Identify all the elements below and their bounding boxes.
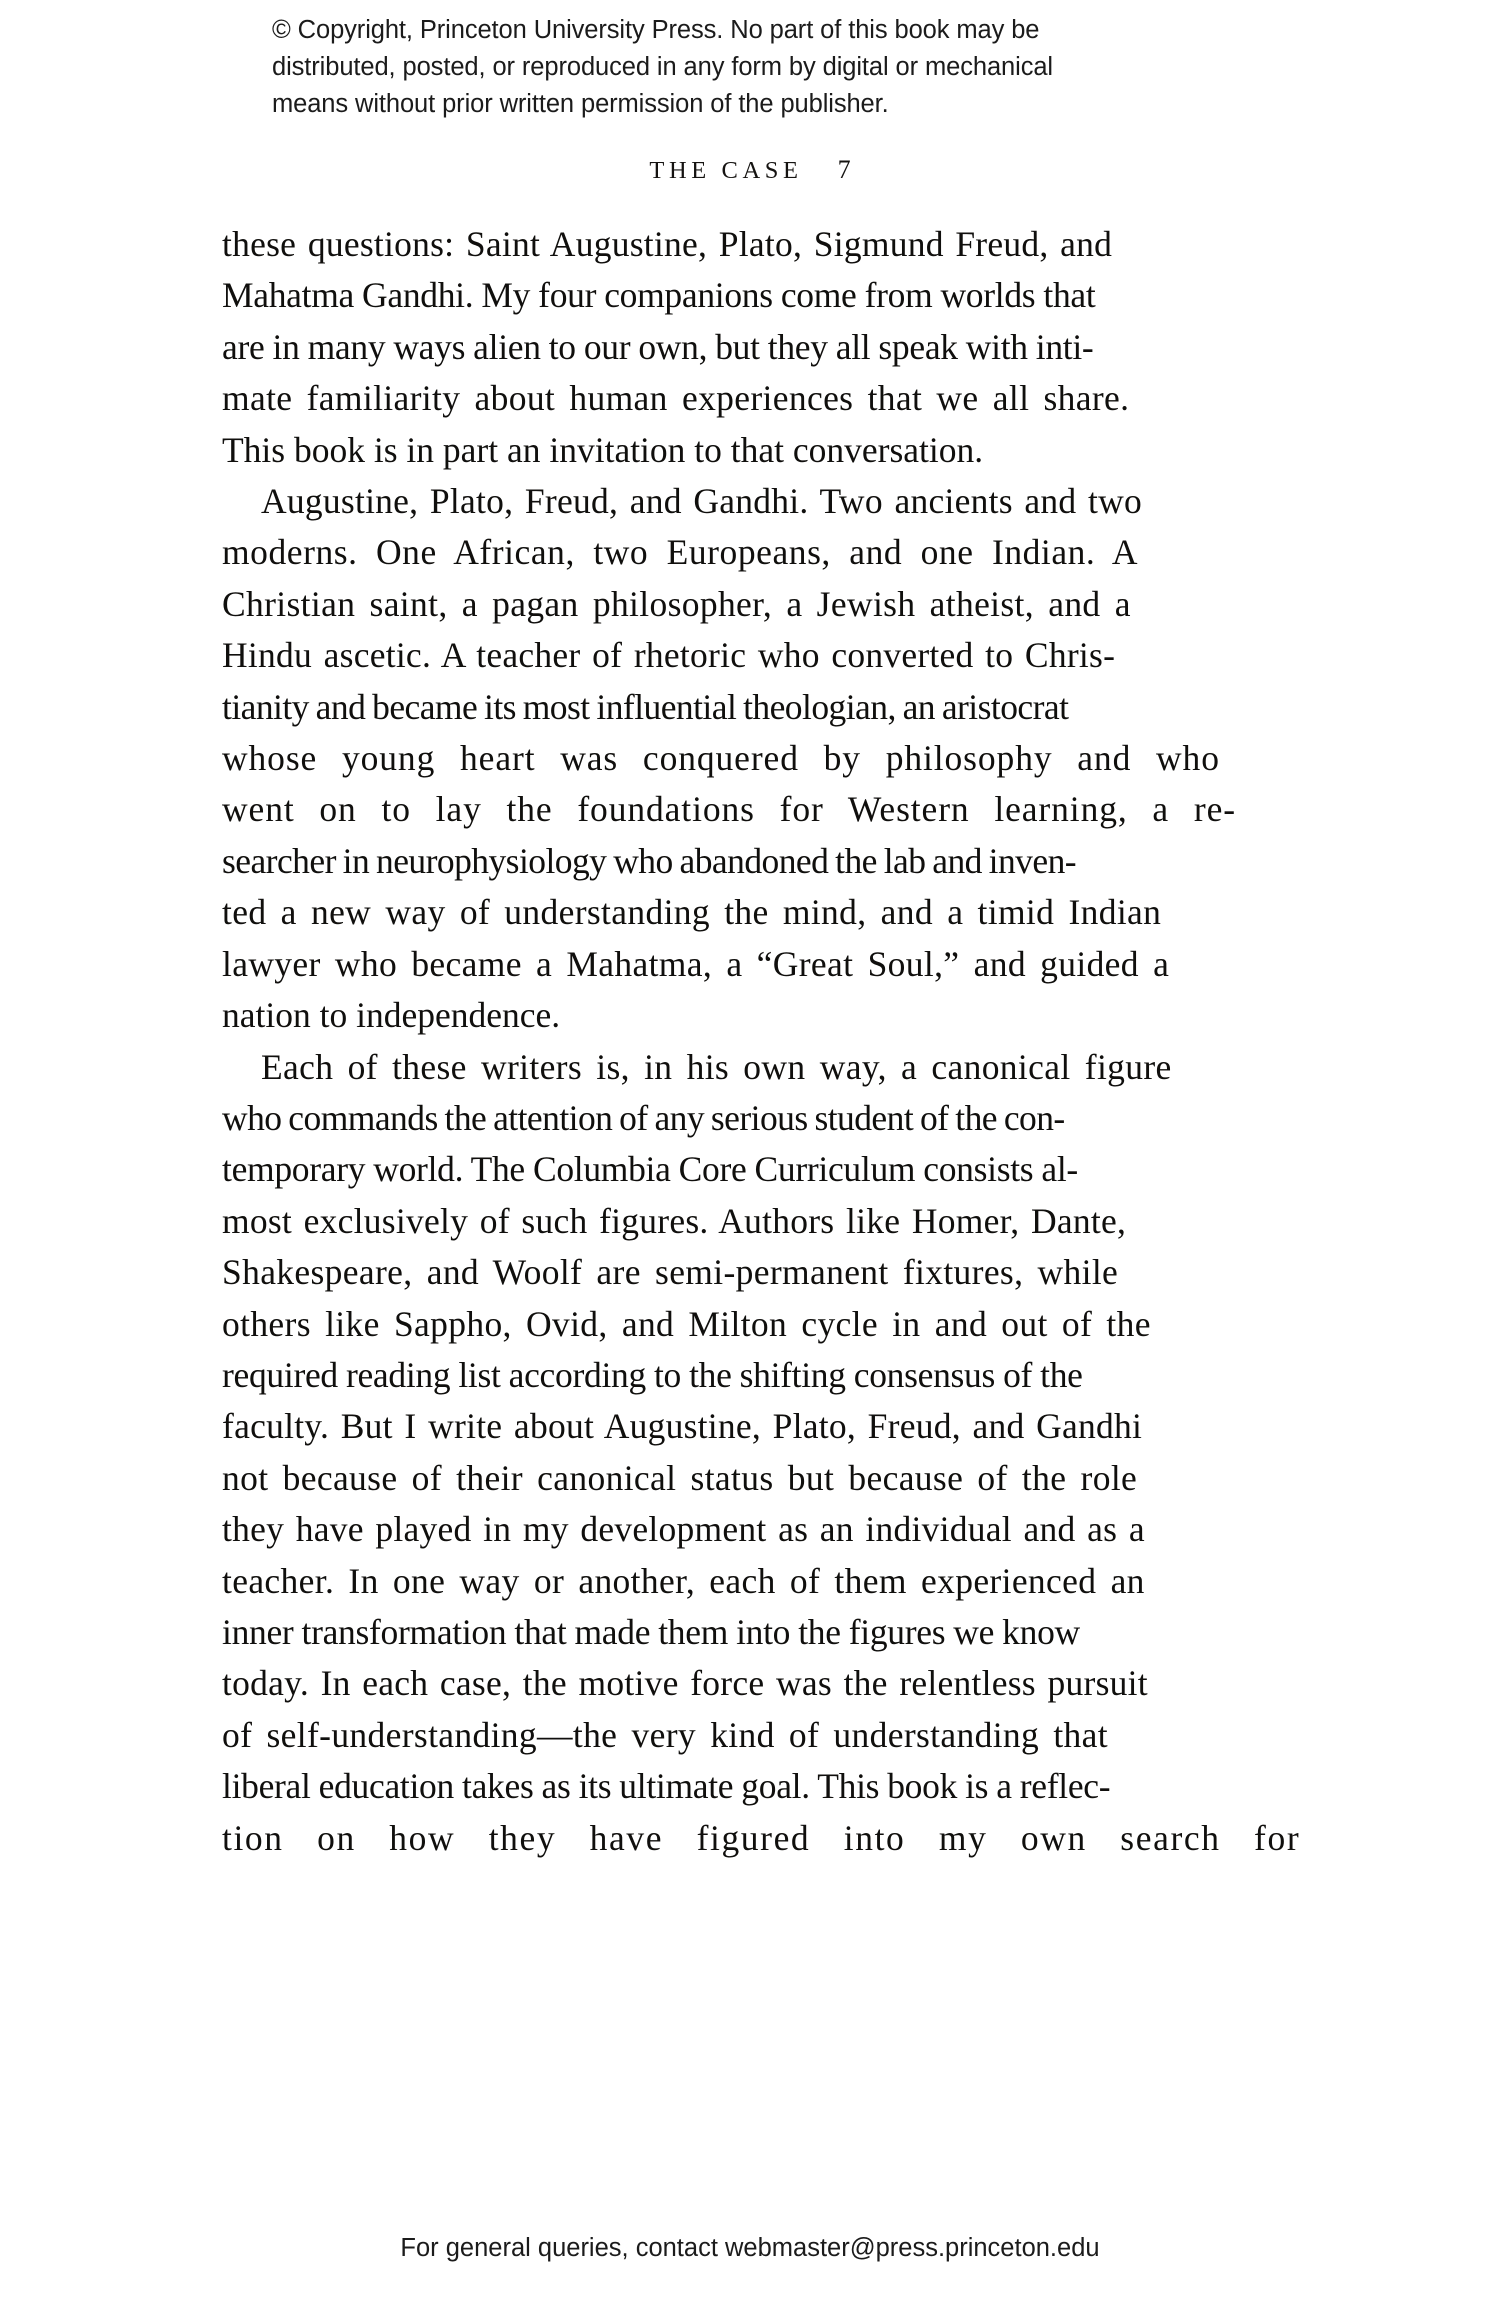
body-text-block xyxy=(222,219,1301,1864)
text-line: lawyer who became a Mahatma, a “Great Soul,” and guided a xyxy=(222,943,1170,984)
copyright-notice xyxy=(272,12,1232,123)
text-line: Each of these writers is, in his own way, a canonical figure xyxy=(261,1046,1172,1087)
text-line: tion on how they have figured into my own search for xyxy=(222,1817,1301,1858)
copyright-notice-line: distributed, posted, or reproduced in any form by digital or mechanical xyxy=(272,53,1053,81)
text-line: teacher. In one way or another, each of them experienced an xyxy=(222,1560,1145,1601)
copyright-notice-line: means without prior written permission of the publisher. xyxy=(272,90,889,118)
text-line: inner transformation that made them into the figures we know xyxy=(222,1611,1080,1652)
running-head xyxy=(0,155,1500,186)
text-line: Hindu ascetic. A teacher of rhetoric who converted to Chris- xyxy=(222,635,1116,676)
text-line: nation to independence. xyxy=(222,995,561,1036)
text-line: tianity and became its most influential theologian, an aristocrat xyxy=(222,686,1069,727)
paragraph-3 xyxy=(222,1042,1301,1865)
text-line: these questions: Saint Augustine, Plato, Sigmund Freud, and xyxy=(222,224,1113,264)
text-line: not because of their canonical status but because of the role xyxy=(222,1457,1138,1498)
text-line: required reading list according to the shifting consensus of the xyxy=(222,1354,1083,1395)
text-line: searcher in neurophysiology who abandoned the lab and inven- xyxy=(222,840,1077,881)
text-line: today. In each case, the motive force was the relentless pursuit xyxy=(222,1663,1148,1704)
text-line: Mahatma Gandhi. My four companions come from worlds that xyxy=(222,275,1096,316)
text-line: mate familiarity about human experiences that we all share. xyxy=(222,378,1130,419)
page-number: 7 xyxy=(837,155,851,184)
text-line: whose young heart was conquered by philosophy and who xyxy=(222,738,1220,779)
text-line: faculty. But I write about Augustine, Plato, Freud, and Gandhi xyxy=(222,1406,1143,1447)
text-line: they have played in my development as an individual and as a xyxy=(222,1509,1145,1550)
page-footer xyxy=(0,2232,1500,2264)
text-line: temporary world. The Columbia Core Curriculum consists al- xyxy=(222,1149,1078,1190)
text-line: This book is in part an invitation to that conversation. xyxy=(222,429,984,470)
text-line: Augustine, Plato, Freud, and Gandhi. Two ancients and two xyxy=(261,481,1143,522)
text-line: are in many ways alien to our own, but they all speak with inti- xyxy=(222,326,1094,367)
text-line: liberal education takes as its ultimate goal. This book is a reflec- xyxy=(222,1766,1111,1807)
text-line: who commands the attention of any serious student of the con- xyxy=(222,1097,1065,1138)
copyright-notice-line: © Copyright, Princeton University Press. No part of this book may be xyxy=(272,16,1040,44)
text-line: of self-understanding—the very kind of understanding that xyxy=(222,1714,1108,1755)
paragraph-1 xyxy=(222,219,1271,476)
running-head-title: THE CASE xyxy=(649,157,803,184)
text-line: most exclusively of such figures. Authors like Homer, Dante, xyxy=(222,1200,1127,1241)
text-line: others like Sappho, Ovid, and Milton cycle in and out of the xyxy=(222,1303,1151,1344)
text-line: Christian saint, a pagan philosopher, a Jewish atheist, and a xyxy=(222,583,1131,624)
text-line: went on to lay the foundations for Western learning, a re- xyxy=(222,789,1236,830)
footer-contact-text: For general queries, contact webmaster@press.princeton.edu xyxy=(400,2234,1100,2262)
text-line: ted a new way of understanding the mind, and a timid Indian xyxy=(222,892,1162,933)
text-line: moderns. One African, two Europeans, and one Indian. A xyxy=(222,532,1139,573)
paragraph-2 xyxy=(222,476,1271,1041)
text-line: Shakespeare, and Woolf are semi-permanent fixtures, while xyxy=(222,1252,1119,1293)
